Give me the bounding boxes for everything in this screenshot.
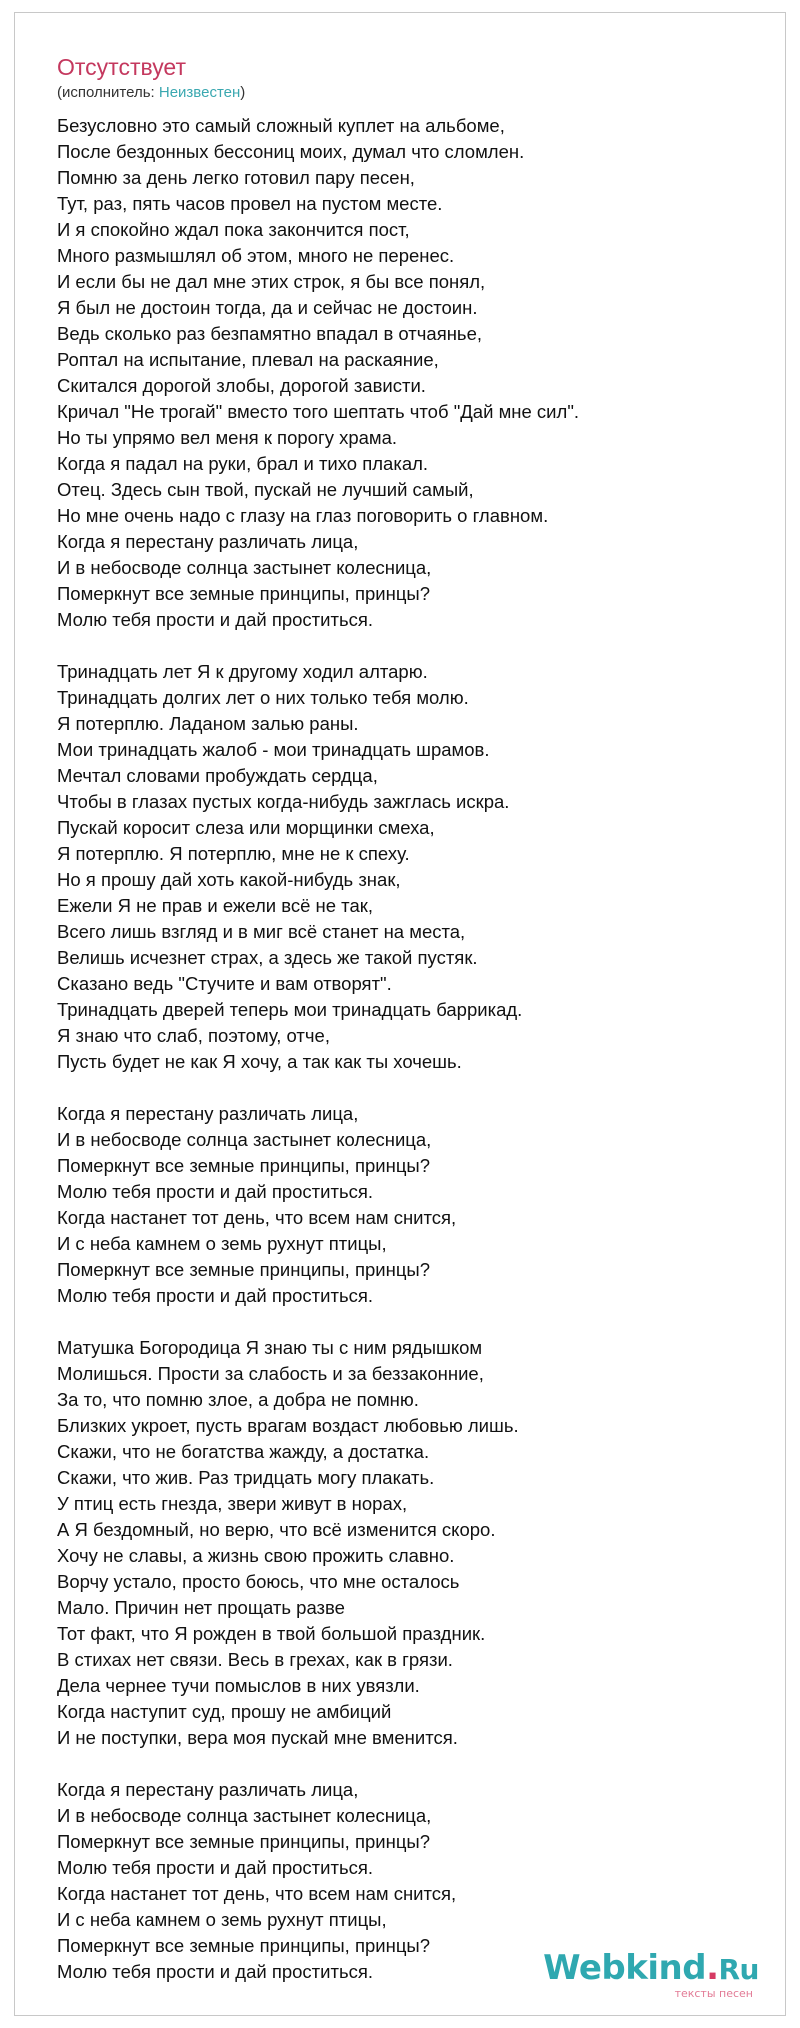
lyric-line: Безусловно это самый сложный куплет на альбоме, (57, 115, 505, 136)
lyric-line: За то, что помню злое, а добра не помню. (57, 1389, 419, 1410)
lyric-line: Но ты упрямо вел меня к порогу храма. (57, 427, 398, 448)
lyric-line: Роптал на испытание, плевал на раскаяние, (57, 349, 439, 370)
lyric-line: Дела чернее тучи помыслов в них увязли. (57, 1675, 420, 1696)
lyric-line: Чтобы в глазах пустых когда-нибудь зажглась искра. (57, 791, 510, 812)
lyric-line: У птиц есть гнезда, звери живут в норах, (57, 1493, 408, 1514)
lyric-line: Отец. Здесь сын твой, пускай не лучший самый, (57, 479, 474, 500)
lyric-line: Молишься. Прости за слабость и за беззаконние, (57, 1363, 484, 1384)
lyric-line: Матушка Богородица Я знаю ты с ним рядышком (57, 1337, 483, 1358)
lyric-line: А Я бездомный, но верю, что всё изменится скоро. (57, 1519, 496, 1540)
lyric-line: Ежели Я не прав и ежели всё не так, (57, 895, 373, 916)
lyric-line: После бездонных бессониц моих, думал что сломлен. (57, 141, 525, 162)
lyric-line: Молю тебя прости и дай проститься. (57, 1961, 373, 1982)
artist-link[interactable]: Неизвестен (158, 84, 241, 101)
lyric-line: Померкнут все земные принципы, принцы? (57, 1935, 430, 1956)
lyric-line: Тринадцать лет Я к другому ходил алтарю. (57, 661, 428, 682)
lyric-line: Когда я перестану различать лица, (57, 1103, 359, 1124)
lyric-line: Тут, раз, пять часов провел на пустом месте. (57, 193, 443, 214)
lyrics-card (14, 12, 786, 2016)
watermark-dot: . (706, 1948, 719, 1988)
lyric-line: Пусть будет не как Я хочу, а так как ты хочешь. (57, 1051, 462, 1072)
lyric-line: И с неба камнем о земь рухнут птицы, (57, 1909, 387, 1930)
lyric-line: Молю тебя прости и дай проститься. (57, 1181, 373, 1202)
lyric-line: Много размышлял об этом, много не перенес. (57, 245, 455, 266)
lyric-line: Но мне очень надо с глазу на глаз поговорить о главном. (57, 505, 549, 526)
song-title: Отсутствует (57, 54, 186, 80)
artist-suffix: ) (240, 84, 246, 101)
lyric-line: Я потерплю. Ладаном залью раны. (57, 713, 359, 734)
lyric-line: Мои тринадцать жалоб - мои тринадцать шрамов. (57, 739, 490, 760)
lyric-line: Тот факт, что Я рожден в твой большой праздник. (57, 1623, 486, 1644)
lyric-line: Тринадцать долгих лет о них только тебя молю. (57, 687, 469, 708)
stanza-break (57, 1309, 777, 1335)
lyric-line: Померкнут все земные принципы, принцы? (57, 1259, 430, 1280)
watermark-logo (543, 1949, 759, 1989)
lyric-line: Когда настанет тот день, что всем нам снится, (57, 1883, 457, 1904)
lyric-line: Кричал "Не трогай" вместо того шептать чтоб "Дай мне сил". (57, 401, 580, 422)
lyric-line: Померкнут все земные принципы, принцы? (57, 583, 430, 604)
watermark-tld: Ru (718, 1953, 759, 1986)
lyric-line: И если бы не дал мне этих строк, я бы все понял, (57, 271, 486, 292)
lyric-line: И в небосводе солнца застынет колесница, (57, 557, 432, 578)
lyric-line: Сказано ведь "Стучите и вам отворят". (57, 973, 392, 994)
lyric-line: Померкнут все земные принципы, принцы? (57, 1831, 430, 1852)
lyric-line: Помню за день легко готовил пару песен, (57, 167, 415, 188)
lyric-line: Молю тебя прости и дай проститься. (57, 1285, 373, 1306)
site-watermark (543, 1948, 759, 2000)
lyric-line: Скажи, что жив. Раз тридцать могу плакать. (57, 1467, 435, 1488)
lyric-line: Молю тебя прости и дай проститься. (57, 609, 373, 630)
lyric-line: Я потерплю. Я потерплю, мне не к спеху. (57, 843, 410, 864)
lyric-line: Когда я падал на руки, брал и тихо плакал. (57, 453, 429, 474)
lyric-line: Ворчу устало, просто боюсь, что мне осталось (57, 1571, 460, 1592)
lyric-line: Молю тебя прости и дай проститься. (57, 1857, 373, 1878)
lyric-line: Померкнут все земные принципы, принцы? (57, 1155, 430, 1176)
stanza-break (57, 633, 777, 659)
lyric-line: Тринадцать дверей теперь мои тринадцать баррикад. (57, 999, 523, 1020)
lyric-line: Велишь исчезнет страх, а здесь же такой пустяк. (57, 947, 478, 968)
lyric-line: И не поступки, вера моя пускай мне вменится. (57, 1727, 458, 1748)
lyric-line: Когда наступит суд, прошу не амбиций (57, 1701, 392, 1722)
lyric-line: И я спокойно ждал пока закончится пост, (57, 219, 410, 240)
lyric-line: Когда настанет тот день, что всем нам снится, (57, 1207, 457, 1228)
lyrics-content (57, 51, 777, 1985)
lyric-line: Хочу не славы, а жизнь свою прожить славно. (57, 1545, 455, 1566)
lyric-line: Но я прошу дай хоть какой-нибудь знак, (57, 869, 401, 890)
watermark-brand: Webkind (543, 1948, 707, 1988)
lyric-line: И с неба камнем о земь рухнут птицы, (57, 1233, 387, 1254)
lyric-line: Всего лишь взгляд и в миг всё станет на места, (57, 921, 466, 942)
lyric-line: Когда я перестану различать лица, (57, 531, 359, 552)
lyric-line: Мало. Причин нет прощать разве (57, 1597, 345, 1618)
lyric-line: Я знаю что слаб, поэтому, отче, (57, 1025, 330, 1046)
artist-prefix: (исполнитель: (57, 84, 159, 101)
lyric-line: Близких укроет, пусть врагам воздаст любовью лишь. (57, 1415, 519, 1436)
lyric-line: И в небосводе солнца застынет колесница, (57, 1805, 432, 1826)
lyric-line: Я был не достоин тогда, да и сейчас не достоин. (57, 297, 478, 318)
lyric-line: Скитался дорогой злобы, дорогой зависти. (57, 375, 426, 396)
lyrics-text (57, 113, 777, 1985)
lyric-line: Мечтал словами пробуждать сердца, (57, 765, 378, 786)
lyric-line: Когда я перестану различать лица, (57, 1779, 359, 1800)
stanza-break (57, 1751, 777, 1777)
artist-line (57, 83, 777, 103)
watermark-tagline: тексты песен (674, 1987, 753, 2000)
lyric-line: Пускай коросит слеза или морщинки смеха, (57, 817, 435, 838)
lyric-line: В стихах нет связи. Весь в грехах, как в грязи. (57, 1649, 453, 1670)
stanza-break (57, 1075, 777, 1101)
lyric-line: Ведь сколько раз безпамятно впадал в отчаянье, (57, 323, 483, 344)
lyric-line: И в небосводе солнца застынет колесница, (57, 1129, 432, 1150)
lyric-line: Скажи, что не богатства жажду, а достатка. (57, 1441, 430, 1462)
